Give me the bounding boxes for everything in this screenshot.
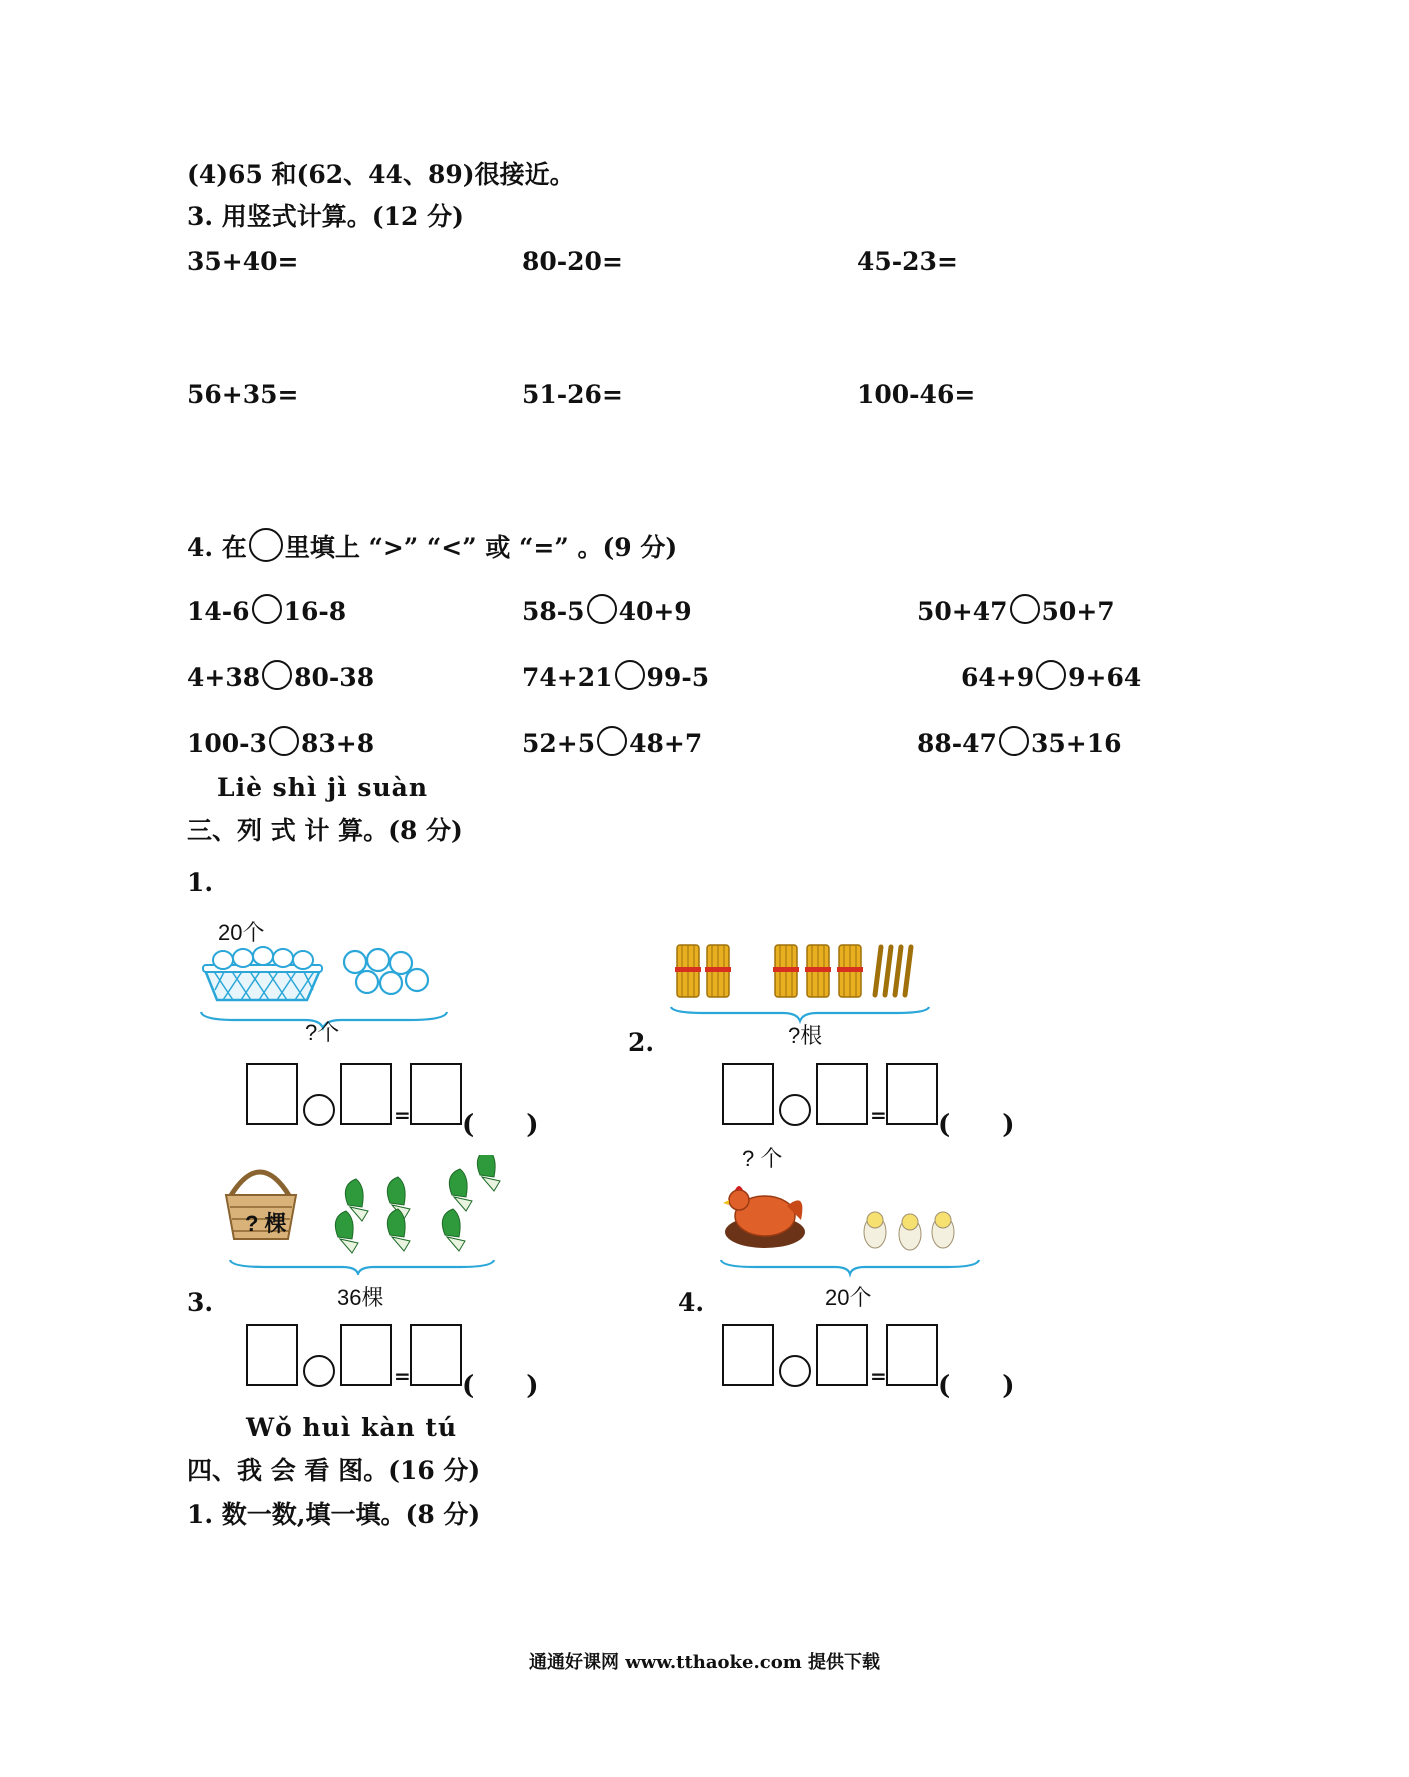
compare-circle[interactable] bbox=[269, 726, 299, 756]
unit-paren[interactable]: ( ) bbox=[938, 1371, 1015, 1401]
compare-item: 4+38 80-38 bbox=[187, 660, 374, 690]
compare-circle[interactable] bbox=[262, 660, 292, 690]
problem-number-4: 4. bbox=[678, 1288, 705, 1317]
operator-circle[interactable] bbox=[779, 1094, 811, 1126]
p1-bottom-label: ?个 bbox=[305, 1020, 340, 1045]
q2-item4: (4)65 和(62、44、89)很接近。 bbox=[187, 160, 575, 189]
operator-circle[interactable] bbox=[303, 1355, 335, 1387]
compare-item: 52+5 48+7 bbox=[522, 726, 702, 756]
answer-box[interactable] bbox=[816, 1063, 868, 1125]
p3-bottom-label: 36棵 bbox=[337, 1285, 384, 1310]
q3-expr-5: 51-26= bbox=[522, 380, 623, 409]
q3-expr-3: 45-23= bbox=[857, 247, 958, 276]
loose-eggs bbox=[344, 949, 428, 994]
q4-title-post: 里填上 “>” “<” 或 “=” 。(9 分) bbox=[284, 533, 678, 562]
answer-box[interactable] bbox=[722, 1063, 774, 1125]
egg-icons bbox=[213, 947, 313, 969]
unit-paren[interactable]: ( ) bbox=[462, 1110, 539, 1140]
compare-circle[interactable] bbox=[1010, 594, 1040, 624]
answer-box[interactable] bbox=[246, 1063, 298, 1125]
p4-top-label: ? 个 bbox=[742, 1146, 783, 1171]
operator-circle[interactable] bbox=[779, 1355, 811, 1387]
compare-item: 58-5 40+9 bbox=[522, 594, 692, 624]
brace-icon bbox=[671, 1007, 929, 1021]
compare-circle[interactable] bbox=[252, 594, 282, 624]
compare-item: 50+47 50+7 bbox=[917, 594, 1115, 624]
unit-paren[interactable]: ( ) bbox=[938, 1110, 1015, 1140]
q3-expr-1: 35+40= bbox=[187, 247, 299, 276]
q3-title: 3. 用竖式计算。(12 分) bbox=[187, 202, 464, 231]
stick-bundles-picture bbox=[665, 935, 955, 1035]
problem-number-2: 2. bbox=[628, 1028, 655, 1057]
answer-box[interactable] bbox=[410, 1324, 462, 1386]
operator-circle[interactable] bbox=[303, 1094, 335, 1126]
equals-sign: = bbox=[394, 1364, 411, 1388]
answer-box[interactable] bbox=[886, 1063, 938, 1125]
bundle-icons bbox=[675, 945, 863, 997]
equals-sign: = bbox=[870, 1103, 887, 1127]
cabbage-icons bbox=[335, 1155, 500, 1253]
compare-item: 88-47 35+16 bbox=[917, 726, 1122, 756]
compare-item: 64+9 9+64 bbox=[961, 660, 1141, 690]
compare-circle[interactable] bbox=[615, 660, 645, 690]
problem-number-1: 1. bbox=[187, 868, 214, 897]
hen-icon bbox=[723, 1186, 805, 1248]
q4-title-pre: 4. 在 bbox=[187, 533, 247, 562]
p3-basket-label: ? 棵 bbox=[245, 1211, 287, 1236]
compare-circle[interactable] bbox=[999, 726, 1029, 756]
circle-icon bbox=[249, 528, 283, 562]
compare-item: 14-6 16-8 bbox=[187, 594, 346, 624]
chick-icons bbox=[864, 1212, 954, 1250]
section3-pinyin: Liè shì jì suàn bbox=[217, 773, 429, 802]
q3-expr-4: 56+35= bbox=[187, 380, 299, 409]
q3-expr-6: 100-46= bbox=[857, 380, 976, 409]
compare-circle[interactable] bbox=[597, 726, 627, 756]
unit-paren[interactable]: ( ) bbox=[462, 1371, 539, 1401]
equals-sign: = bbox=[870, 1364, 887, 1388]
q4-title bbox=[187, 528, 677, 562]
p4-bottom-label: 20个 bbox=[825, 1285, 872, 1310]
compare-circle[interactable] bbox=[1036, 660, 1066, 690]
section4-q1: 1. 数一数,填一填。(8 分) bbox=[187, 1500, 481, 1529]
problem-number-3: 3. bbox=[187, 1288, 214, 1317]
answer-box[interactable] bbox=[816, 1324, 868, 1386]
basket-icon bbox=[203, 965, 322, 1000]
answer-box[interactable] bbox=[722, 1324, 774, 1386]
single-stick-icons bbox=[875, 947, 911, 995]
answer-box[interactable] bbox=[340, 1324, 392, 1386]
p1-top-label: 20个 bbox=[218, 920, 265, 945]
answer-box[interactable] bbox=[340, 1063, 392, 1125]
footer-credit: 通通好课网 www.tthaoke.com 提供下载 bbox=[528, 1652, 881, 1673]
p2-bottom-label: ?根 bbox=[788, 1023, 823, 1048]
answer-box[interactable] bbox=[246, 1324, 298, 1386]
hen-chicks-picture bbox=[715, 1170, 995, 1280]
compare-circle[interactable] bbox=[587, 594, 617, 624]
brace-icon bbox=[721, 1260, 979, 1274]
answer-box[interactable] bbox=[886, 1324, 938, 1386]
section3-title: 三、列 式 计 算。(8 分) bbox=[187, 816, 463, 845]
compare-item: 74+21 99-5 bbox=[522, 660, 709, 690]
q3-expr-2: 80-20= bbox=[522, 247, 623, 276]
answer-box[interactable] bbox=[410, 1063, 462, 1125]
equals-sign: = bbox=[394, 1103, 411, 1127]
section4-pinyin: Wǒ huì kàn tú bbox=[246, 1413, 458, 1442]
compare-item: 100-3 83+8 bbox=[187, 726, 374, 756]
brace-icon bbox=[230, 1260, 494, 1274]
section4-title: 四、我 会 看 图。(16 分) bbox=[187, 1456, 481, 1485]
